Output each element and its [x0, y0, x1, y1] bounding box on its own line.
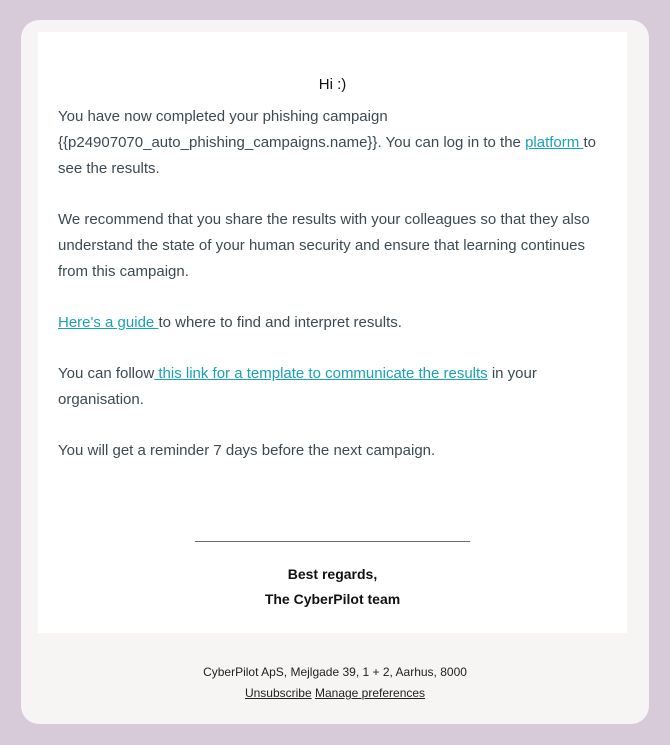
divider [195, 541, 470, 542]
paragraph-template [58, 361, 598, 413]
paragraph-text: to where to find and interpret results. [158, 314, 402, 331]
footer-address: CyberPilot ApS, Mejlgade 39, 1 + 2, Aarhus, 8000 [203, 665, 467, 679]
paragraph-guide [58, 310, 598, 336]
template-link[interactable]: this link for a template to communicate the results [154, 365, 488, 382]
footer [21, 662, 649, 704]
paragraph-campaign-completed [58, 104, 598, 182]
unsubscribe-link[interactable]: Unsubscribe [244, 686, 312, 700]
paragraph-text: You have now completed your phishing campaign {{p24907070_auto_phishing_campaigns.name}}. You can log in to the [58, 108, 526, 151]
email-frame [21, 20, 649, 724]
signoff-team: The CyberPilot team [264, 591, 401, 607]
greeting: Hi :) [318, 76, 347, 93]
paragraph-text: in your organisation. [58, 365, 537, 408]
paragraph-text: to see the results. [58, 134, 596, 177]
guide-link[interactable]: Here's a guide [58, 314, 159, 331]
footer-links [21, 683, 649, 704]
signoff [38, 562, 627, 612]
signoff-line: Best regards, [287, 566, 378, 582]
manage-preferences-link[interactable]: Manage preferences [314, 686, 426, 700]
email-card [38, 32, 627, 633]
paragraph-share-results: We recommend that you share the results with your colleagues so that they also understand the state of your human security and ensure that learning continues from this campaign. [58, 211, 590, 280]
paragraph-text: You can follow [58, 365, 155, 382]
paragraph-reminder: You will get a reminder 7 days before the next campaign. [58, 442, 436, 459]
email-body [58, 104, 598, 489]
platform-link[interactable]: platform [525, 134, 584, 151]
